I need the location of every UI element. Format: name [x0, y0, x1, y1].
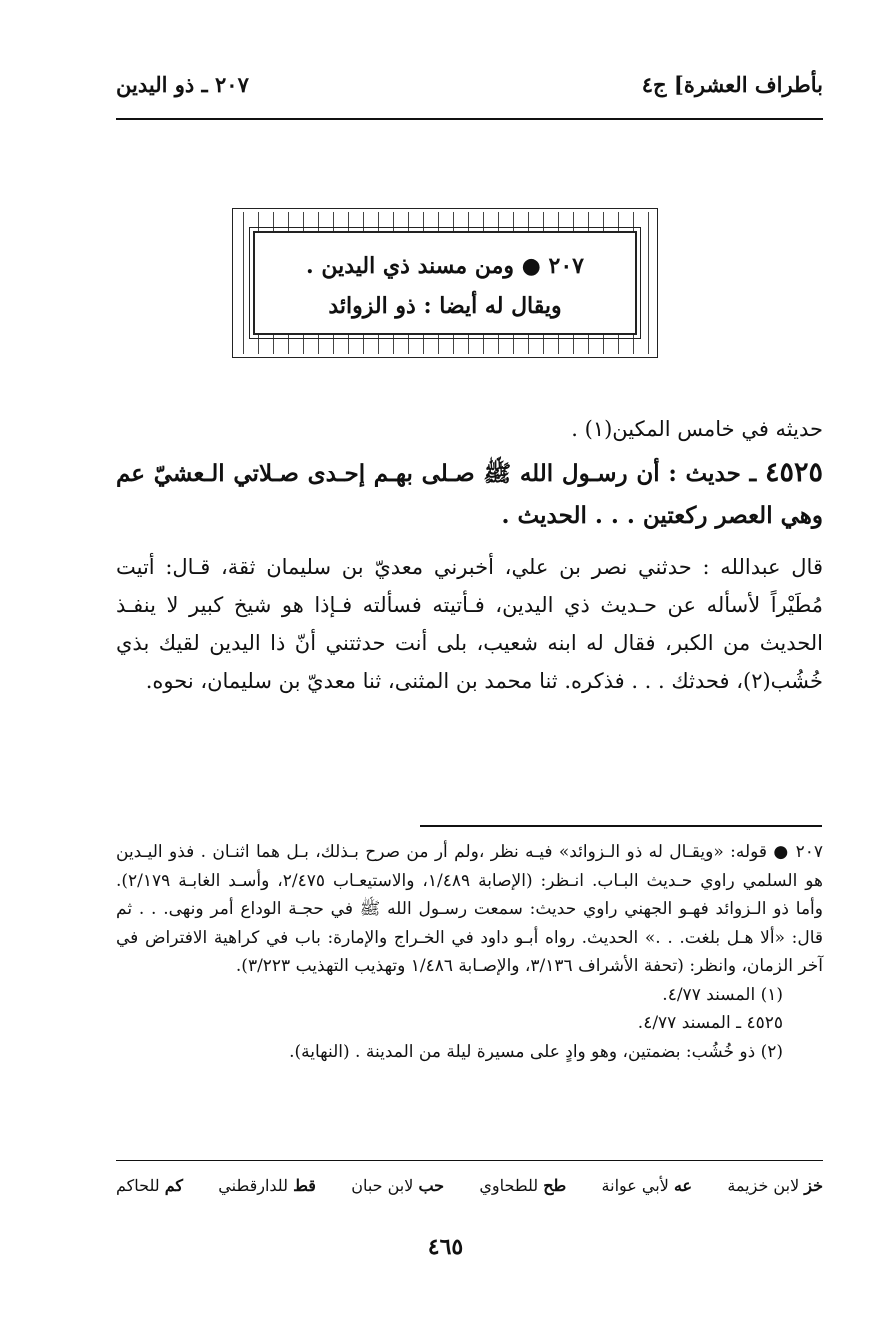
footnotes — [116, 838, 823, 1066]
abbreviations-legend — [116, 1176, 823, 1195]
chapter-title: ٢٠٧ ● ومن مسند ذي اليدين . — [306, 253, 584, 279]
footnote-1b: ٤٥٢٥ ـ المسند ٤/٧٧. — [637, 1013, 783, 1033]
chapter-heading-box — [253, 231, 637, 335]
abbr-item: طح للطحاوي — [479, 1176, 567, 1195]
running-header — [116, 60, 823, 110]
abbreviations-divider — [116, 1160, 823, 1161]
footnote-2: (٢) ذو خُشُب: بضمتين، وهو وادٍ على مسيرة ليلة من المدينة . (النهاية). — [289, 1041, 783, 1062]
abbr-item: كم للحاكم — [116, 1176, 183, 1195]
hadith-number: ٤٥٢٥ — [764, 457, 823, 488]
chapter-ornament-frame — [232, 208, 658, 358]
abbr-item: قط للدارقطني — [218, 1176, 316, 1195]
footnote-main: ٢٠٧ ● قوله: «ويقـال له ذو الـزوائد» فيـه نظر ،ولم أر من صرح بـذلك، بـل هما اثنـان . فذو اليـدين هو السلمي راوي حـديث البـاب. انـظر: (الإصابة ١/٤٨٩، والاستيعـاب ٢/٤٧٥، وأسـد الغابـة ٢/١٧٩). وأما ذو الـزوائد فهـو الجهني راوي حديث: سمعت رسـول الله ﷺ في حجـة الوداع أمر ونهى. . . ثم قال: «ألا هـل بلغت. . .» الحديث. رواه أبـو داود في الخـراج والإمارة: باب في كراهية الافتراض في آخر الزمان، وانظر: (تحفة الأشراف ٣/١٣٦، والإصـابة ١/٤٨٦ وتهذيب التهذيب ٣/٢٢٣). — [116, 842, 823, 976]
page-number: ٤٦٥ — [427, 1234, 464, 1260]
abbr-item: خز لابن خزيمة — [727, 1176, 823, 1195]
hadith-text: ـ حديث : أن رسـول الله ﷺ صـلى بهـم إحـدى صـلاتي الـعشيّ عم وهي العصر ركعتين . . . الحديث . — [116, 460, 823, 529]
footnote-1: (١) المسند ٤/٧٧. — [662, 984, 783, 1005]
section-title: ٢٠٧ ـ ذو اليدين — [116, 72, 249, 97]
chapter-subtitle: ويقال له أيضا : ذو الزوائد — [328, 293, 562, 319]
footnote-divider — [420, 825, 822, 827]
hadith-paragraph — [116, 452, 823, 537]
abbr-item: حب لابن حبان — [351, 1176, 445, 1195]
book-title: بأطراف العشرة] ج٤ — [641, 72, 823, 97]
abbr-item: عه لأبي عوانة — [601, 1176, 693, 1195]
intro-paragraph: حديثه في خامس المكين(١) . — [571, 417, 823, 441]
isnad-paragraph: قال عبدالله : حدثني نصر بن علي، أخبرني معديّ بن سليمان ثقة، قـال: أتيت مُطَيْراً لأسأله عن حـديث ذي اليدين، فـأتيته فسألته فـإذا هو شيخ كبير لا ينفـذ الحديث من الكبر، فقال له ابنه شعيب، بلى أنت حدثتني أنّ ذا اليدين لقيك بذي خُشُب(٢)، فحدثك . . . فذكره. ثنا محمد بن المثنى، ثنا معديّ بن سليمان، نحوه. — [116, 555, 823, 693]
header-divider — [116, 118, 823, 120]
